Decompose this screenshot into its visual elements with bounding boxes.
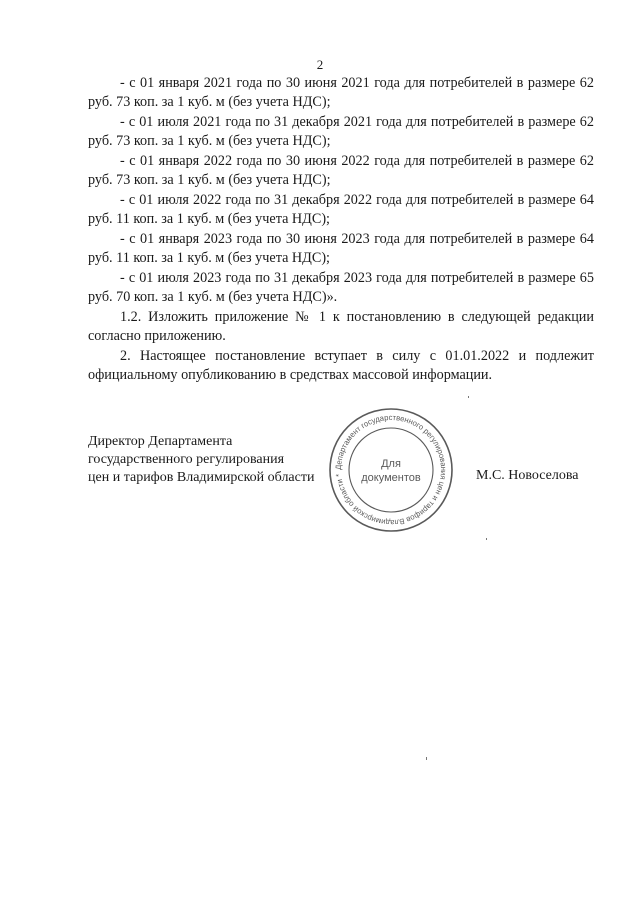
tariff-item-6: - с 01 июля 2023 года по 31 декабря 2023 года для потребителей в размере 65 руб. 70 коп. за 1 куб. м (без учета НДС)». [88, 270, 594, 305]
page-number: 2 [316, 57, 324, 72]
clause-1-2: 1.2. Изложить приложение № 1 к постановлению в следующей редакции согласно приложению. [88, 309, 594, 344]
tariff-item-4: - с 01 июля 2022 года по 31 декабря 2022 года для потребителей в размере 64 руб. 11 коп. за 1 куб. м (без учета НДС); [88, 192, 594, 227]
signatory-position-line-3: цен и тарифов Владимирской области [88, 470, 315, 485]
tariff-item-1: - с 01 января 2021 года по 30 июня 2021 года для потребителей в размере 62 руб. 73 коп. за 1 куб. м (без учета НДС); [88, 75, 594, 110]
stamp-ring-text: Департамент государственного регулирования цен и тарифов Владимирской области * [333, 412, 449, 528]
tariff-item-5: - с 01 января 2023 года по 30 июня 2023 года для потребителей в размере 64 руб. 11 коп. за 1 куб. м (без учета НДС); [88, 231, 594, 266]
tariff-item-3: - с 01 января 2022 года по 30 июня 2022 года для потребителей в размере 62 руб. 73 коп. за 1 куб. м (без учета НДС); [88, 153, 594, 188]
signatory-name: М.С. Новоселова [476, 468, 579, 483]
scan-speck [468, 396, 469, 398]
stamp-center-line-1: Для [381, 458, 401, 470]
signatory-position-line-2: государственного регулирования [88, 452, 285, 467]
signatory-position [88, 433, 314, 487]
tariff-item-2: - с 01 июля 2021 года по 31 декабря 2021 года для потребителей в размере 62 руб. 73 коп. за 1 куб. м (без учета НДС); [88, 114, 594, 149]
stamp-center-line-2: документов [361, 472, 421, 484]
scan-speck [486, 538, 487, 540]
scan-speck [426, 757, 427, 760]
official-stamp [327, 406, 455, 534]
clause-2: 2. Настоящее постановление вступает в силу с 01.01.2022 и подлежит официальному опубликованию в средствах массовой информации. [88, 348, 594, 383]
signatory-position-line-1: Директор Департамента [88, 434, 233, 449]
